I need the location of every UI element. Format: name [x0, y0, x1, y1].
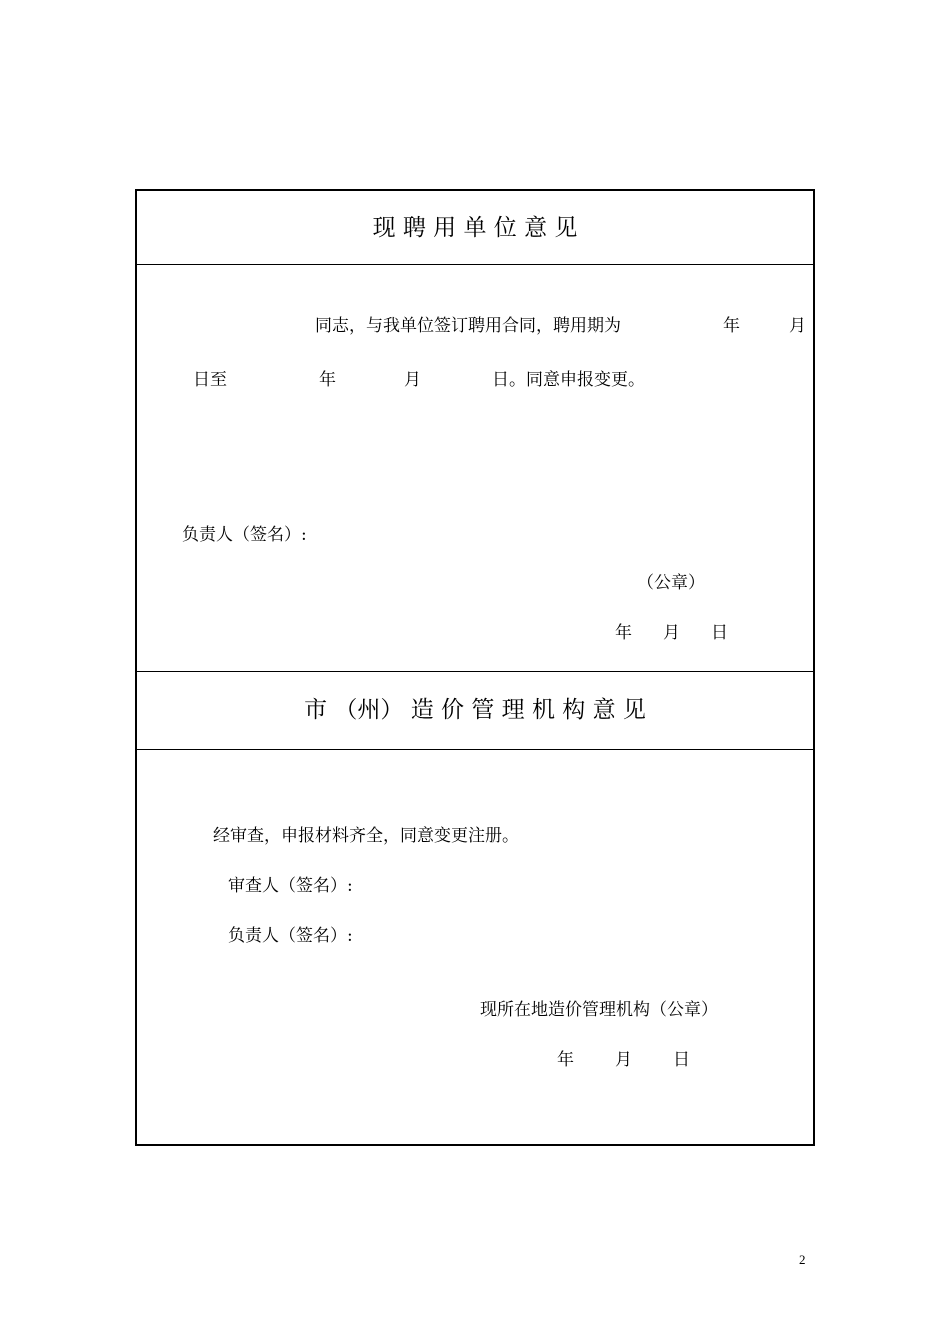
- review-result-text: 经审查，申报材料齐全，同意变更注册。: [213, 826, 519, 846]
- agency-date-month: 月: [615, 1050, 632, 1070]
- contract-start-month-label: 月: [789, 316, 806, 336]
- contract-start-year-label: 年: [723, 316, 740, 336]
- reviewer-signer-label: 审查人（签名）:: [228, 876, 353, 896]
- agency-date-day: 日: [673, 1050, 690, 1070]
- agency-seal-label: 现所在地造价管理机构（公章）: [480, 1000, 718, 1020]
- section-divider: [137, 671, 813, 672]
- contract-end-month-label: 月: [404, 370, 421, 390]
- employer-date-day: 日: [711, 623, 728, 643]
- contract-end-year-label: 年: [319, 370, 336, 390]
- contract-start-day-label: 日至: [193, 370, 227, 390]
- employment-contract-text: 同志，与我单位签订聘用合同，聘用期为: [315, 316, 621, 336]
- agency-signer-label: 负责人（签名）:: [228, 926, 353, 946]
- opinion-form-table: [135, 189, 815, 1146]
- section-divider: [137, 749, 813, 750]
- section-divider: [137, 264, 813, 265]
- employer-seal-label: （公章）: [637, 573, 705, 593]
- agree-change-text: 日。同意申报变更。: [492, 370, 645, 390]
- employer-signer-label: 负责人（签名）:: [182, 525, 307, 545]
- employer-date-month: 月: [663, 623, 680, 643]
- employer-date-year: 年: [615, 623, 632, 643]
- agency-opinion-title: 市 （州） 造 价 管 理 机 构 意 见: [304, 697, 646, 723]
- agency-date-year: 年: [557, 1050, 574, 1070]
- employer-opinion-title: 现 聘 用 单 位 意 见: [372, 215, 578, 241]
- page-number: 2: [799, 1252, 806, 1267]
